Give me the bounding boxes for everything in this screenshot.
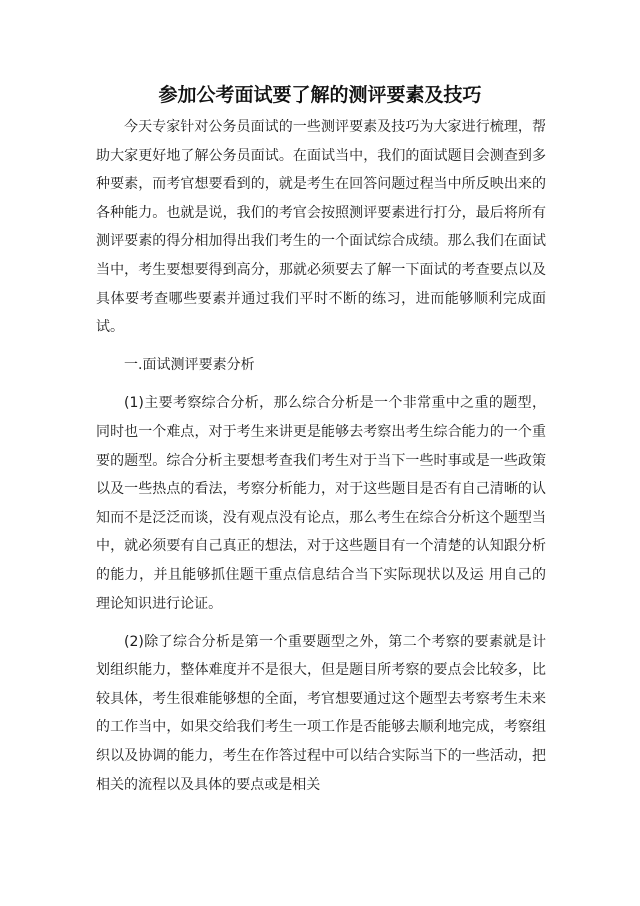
section-heading: 一.面试测评要素分析 [124, 357, 255, 374]
intro-paragraph: 今天专家针对公务员面试的一些测评要素及技巧为大家进行梳理，帮助大家更好地了解公务员面试。在面试当中，我们的面试题目会测查到多种要素，而考官想要看到的，就是考生在回答问题过程当中所反映出来的各种能力。也就是说，我们的考官会按照测评要素进行打分，最后将所有测评要素的得分相加得出我们考生的一个面试综合成绩。那么我们在面试当中，考生要想要得到高分，那就必须要去了解一下面试的考查要点以及具体要考查哪些要素并通过我们平时不断的练习，进而能够顺利完成面试。 [96, 119, 546, 336]
document-body [96, 113, 546, 809]
point-1-paragraph: (1)主要考察综合分析，那么综合分析是一个非常重中之重的题型，同时也一个难点，对于考生来讲更是能够去考察出考生综合能力的一个重要的题型。综合分析主要想考查我们考生对于当下一些时事或是一些政策以及一些热点的看法，考察分析能力，对于这些题目是否有自己清晰的认知而不是泛泛而谈，没有观点没有论点，那么考生在综合分析这个题型当中，就必须要有自己真正的想法，对于这些题目有一个清楚的认知跟分析的能力，并且能够抓住题干重点信息结合当下实际现状以及运 用自己的理论知识进行论证。 [96, 395, 546, 612]
document-title: 参加公考面试要了解的测评要素及技巧 [158, 84, 482, 106]
point-2-paragraph: (2)除了综合分析是第一个重要题型之外，第二个考察的要素就是计划组织能力，整体难度并不是很大，但是题目所考察的要点会比较多，比较具体，考生很难能够想的全面，考官想要通过这个题型去考察考生未来的工作当中，如果交给我们考生一项工作是否能够去顺利地完成，考察组织以及协调的能力，考生在作答过程中可以结合实际当下的一些活动，把相关的流程以及具体的要点或是相关 [96, 633, 546, 793]
